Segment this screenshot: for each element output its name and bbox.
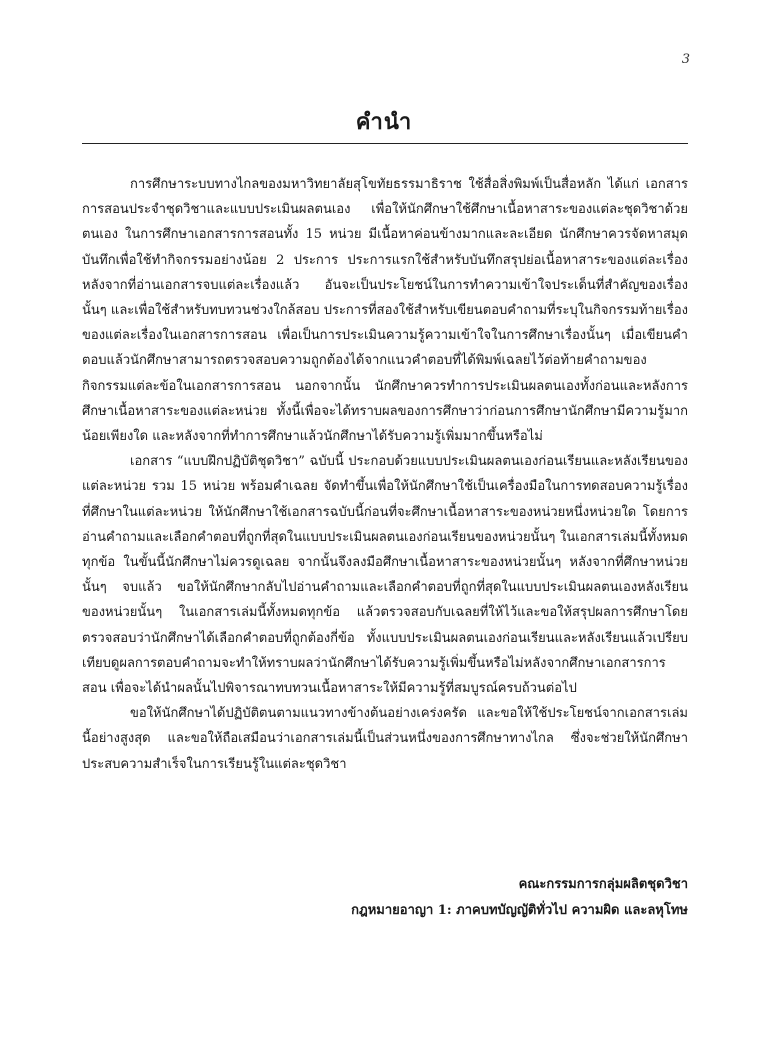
preface-body	[82, 172, 688, 777]
signature-committee: คณะกรรมการกลุ่มผลิตชุดวิชา	[518, 877, 688, 892]
signature-course-title: กฎหมายอาญา 1: ภาคบทบัญญัติทั่วไป ความผิด และลหุโทษ	[351, 903, 688, 918]
paragraph-1: การศึกษาระบบทางไกลของมหาวิทยาลัยสุโขทัยธรรมาธิราช ใช้สื่อสิ่งพิมพ์เป็นสื่อหลัก ได้แก่ เอกสารการสอนประจำชุดวิชาและแบบประเมินผลตนเอง เพื่อให้นักศึกษาใช้ศึกษาเนื้อหาสาระของแต่ละชุดวิชาด้วยตนเอง ในการศึกษาเอกสารการสอนทั้ง 15 หน่วย มีเนื้อหาค่อนข้างมากและละเอียด นักศึกษาควรจัดหาสมุดบันทึกเพื่อใช้ทำกิจกรรมอย่างน้อย 2 ประการ ประการแรกใช้สำหรับบันทึกสรุปย่อเนื้อหาสาระของแต่ละเรื่อง หลังจากที่อ่านเอกสารจบแต่ละเรื่องแล้ว อันจะเป็นประโยชน์ในการทำความเข้าใจประเด็นที่สำคัญของเรื่องนั้นๆ และเพื่อใช้สำหรับทบทวนช่วงใกล้สอบ ประการที่สองใช้สำหรับเขียนตอบคำถามที่ระบุในกิจกรรมท้ายเรื่องของแต่ละเรื่องในเอกสารการสอน เพื่อเป็นการประเมินความรู้ความเข้าใจในการศึกษาเรื่องนั้นๆ เมื่อเขียนคำตอบแล้วนักศึกษาสามารถตรวจสอบความถูกต้องได้จากแนวคำตอบที่ได้พิมพ์เฉลยไว้ต่อท้ายคำถามของกิจกรรมแต่ละข้อในเอกสารการสอน นอกจากนั้น นักศึกษาควรทำการประเมินผลตนเองทั้งก่อนและหลังการศึกษาเนื้อหาสาระของแต่ละหน่วย ทั้งนี้เพื่อจะได้ทราบผลของการศึกษาว่าก่อนการศึกษานักศึกษามีความรู้มากน้อยเพียงใด และหลังจากที่ทำการศึกษาแล้วนักศึกษาได้รับความรู้เพิ่มมากขึ้นหรือไม่	[82, 177, 688, 445]
paragraph-2: เอกสาร “แบบฝึกปฏิบัติชุดวิชา” ฉบับนี้ ประกอบด้วยแบบประเมินผลตนเองก่อนเรียนและหลังเรียนของแต่ละหน่วย รวม 15 หน่วย พร้อมคำเฉลย จัดทำขึ้นเพื่อให้นักศึกษาใช้เป็นเครื่องมือในการทดสอบความรู้เรื่องที่ศึกษาในแต่ละหน่วย ให้นักศึกษาใช้เอกสารฉบับนี้ก่อนที่จะศึกษาเนื้อหาสาระของหน่วยหนึ่งหน่วยใด โดยการอ่านคำถามและเลือกคำตอบที่ถูกที่สุดในแบบประเมินผลตนเองก่อนเรียนของหน่วยนั้นๆ ในเอกสารเล่มนี้ทั้งหมดทุกข้อ ในขั้นนี้นักศึกษาไม่ควรดูเฉลย จากนั้นจึงลงมือศึกษาเนื้อหาสาระของหน่วยนั้นๆ หลังจากที่ศึกษาหน่วยนั้นๆ จบแล้ว ขอให้นักศึกษากลับไปอ่านคำถามและเลือกคำตอบที่ถูกที่สุดในแบบประเมินผลตนเองหลังเรียนของหน่วยนั้นๆ ในเอกสารเล่มนี้ทั้งหมดทุกข้อ แล้วตรวจสอบกับเฉลยที่ให้ไว้และขอให้สรุปผลการศึกษาโดยตรวจสอบว่านักศึกษาได้เลือกคำตอบที่ถูกต้องกี่ข้อ ทั้งแบบประเมินผลตนเองก่อนเรียนและหลังเรียนแล้วเปรียบเทียบดูผลการตอบคำถามจะทำให้ทราบผลว่านักศึกษาได้รับความรู้เพิ่มขึ้นหรือไม่หลังจากศึกษาเอกสารการสอน เพื่อจะได้นำผลนั้นไปพิจารณาทบทวนเนื้อหาสาระให้มีความรู้ที่สมบูรณ์ครบถ้วนต่อไป	[82, 454, 688, 697]
title-divider	[82, 143, 688, 144]
page-number: 3	[681, 52, 690, 67]
page-title: คำนำ	[355, 109, 413, 135]
paragraph-3: ขอให้นักศึกษาได้ปฏิบัติตนตามแนวทางข้างต้นอย่างเคร่งครัด และขอให้ใช้ประโยชน์จากเอกสารเล่มนี้อย่างสูงสุด และขอให้ถือเสมือนว่าเอกสารเล่มนี้เป็นส่วนหนึ่งของการศึกษาทางไกล ซึ่งจะช่วยให้นักศึกษาประสบความสำเร็จในการเรียนรู้ในแต่ละชุดวิชา	[82, 706, 688, 772]
